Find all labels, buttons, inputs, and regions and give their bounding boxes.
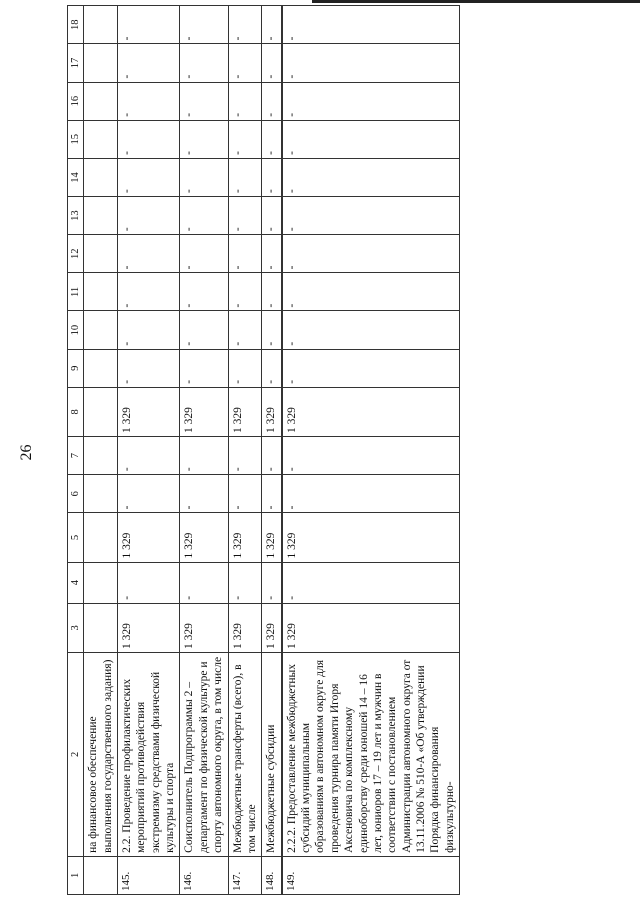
cell-value: - — [180, 437, 228, 475]
cell-value: - — [180, 349, 228, 387]
col-header: 9 — [68, 349, 84, 387]
cell-value: - — [262, 311, 282, 349]
col-header: 5 — [68, 513, 84, 562]
cell-value: - — [282, 82, 460, 120]
cell-value: - — [262, 82, 282, 120]
cell-value: - — [282, 197, 460, 235]
cell-value: - — [117, 562, 180, 603]
cell-value: - — [228, 158, 262, 196]
cell-value — [84, 197, 118, 235]
col-header: 12 — [68, 235, 84, 273]
col-header: 11 — [68, 273, 84, 311]
cell-value — [84, 513, 118, 562]
row-name: Межбюджетные субсидии — [262, 652, 282, 856]
cell-value: - — [180, 158, 228, 196]
cell-value: - — [180, 235, 228, 273]
cell-value: - — [282, 6, 460, 44]
table-row — [282, 6, 460, 895]
cell-value — [84, 562, 118, 603]
cell-value: - — [228, 273, 262, 311]
row-name: 2.2. Проведение профилактических мероприятий противодействия экстремизму средствами физической культуры и спорта — [117, 652, 180, 856]
cell-value: - — [282, 562, 460, 603]
table-row — [180, 6, 228, 895]
cell-value: - — [282, 44, 460, 82]
cell-value: - — [228, 6, 262, 44]
cell-value: 1 329 — [117, 513, 180, 562]
cell-value: 1 329 — [262, 387, 282, 436]
cell-value: - — [117, 158, 180, 196]
cell-value: - — [282, 349, 460, 387]
cell-value: - — [262, 437, 282, 475]
cell-value: - — [282, 158, 460, 196]
col-header: 15 — [68, 120, 84, 158]
cell-value — [84, 349, 118, 387]
cell-value — [84, 437, 118, 475]
cell-value: - — [180, 311, 228, 349]
cell-value: - — [282, 475, 460, 513]
col-header: 3 — [68, 603, 84, 652]
cell-value: - — [180, 562, 228, 603]
cell-value: - — [262, 158, 282, 196]
page-number: 26 — [18, 444, 35, 461]
cell-value: 1 329 — [228, 387, 262, 436]
table-row — [84, 6, 118, 895]
cell-value: - — [228, 562, 262, 603]
cell-value: - — [228, 235, 262, 273]
cell-value — [84, 82, 118, 120]
col-header: 17 — [68, 44, 84, 82]
cell-value: 1 329 — [117, 603, 180, 652]
cell-value: - — [282, 120, 460, 158]
row-name: 2.2.2. Предоставление межбюджетных субсидий муниципальным образованиям в автономном округе для проведения турнира памяти Игоря Аксеновича по комплексному единоборству среди юношей 14 – 16 лет, юниоров 17 – 19 лет и мужчин в соответствии с постановлением Администрации автономного округа от 13.11.2006 № 510-А «Об утверждении Порядка финансирования физкультурно- — [282, 652, 460, 856]
cell-value — [84, 387, 118, 436]
cell-value: 1 329 — [180, 603, 228, 652]
col-header: 10 — [68, 311, 84, 349]
cell-value: - — [262, 475, 282, 513]
cell-value: - — [180, 475, 228, 513]
cell-value: 1 329 — [282, 513, 460, 562]
col-header: 7 — [68, 437, 84, 475]
cell-value — [84, 158, 118, 196]
row-name: на финансовое обеспечение выполнения государственного задания) — [84, 652, 118, 856]
row-name: Соисполнитель Подпрограммы 2 – департамент по физической культуре и спорту автономного округа, в том числе — [180, 652, 228, 856]
row-name: Межбюджетные трансферты (всего), в том числе — [228, 652, 262, 856]
table-row — [228, 6, 262, 895]
cell-value: 1 329 — [282, 387, 460, 436]
cell-value: - — [228, 437, 262, 475]
cell-value: - — [117, 235, 180, 273]
cell-value: - — [180, 44, 228, 82]
cell-value: - — [262, 197, 282, 235]
cell-value: - — [228, 120, 262, 158]
col-header: 13 — [68, 197, 84, 235]
cell-value: - — [262, 562, 282, 603]
cell-value: - — [262, 44, 282, 82]
cell-value — [84, 6, 118, 44]
cell-value — [84, 273, 118, 311]
row-number: 145. — [117, 856, 180, 894]
cell-value — [84, 235, 118, 273]
cell-value: - — [228, 349, 262, 387]
col-header: 18 — [68, 6, 84, 44]
row-number — [84, 856, 118, 894]
row-number: 148. — [262, 856, 282, 894]
col-header: 14 — [68, 158, 84, 196]
cell-value: - — [117, 6, 180, 44]
cell-value: - — [228, 475, 262, 513]
row-number: 147. — [228, 856, 262, 894]
cell-value: 1 329 — [180, 513, 228, 562]
cell-value: - — [180, 197, 228, 235]
cell-value — [84, 603, 118, 652]
cell-value: - — [117, 475, 180, 513]
cell-value — [84, 44, 118, 82]
cell-value — [84, 475, 118, 513]
cell-value: - — [117, 82, 180, 120]
cell-value: - — [228, 197, 262, 235]
cell-value: 1 329 — [262, 603, 282, 652]
col-header: 1 — [68, 856, 84, 894]
cell-value: - — [262, 120, 282, 158]
cell-value: - — [282, 273, 460, 311]
cell-value: - — [262, 6, 282, 44]
table-row — [262, 6, 282, 895]
cell-value: - — [117, 273, 180, 311]
col-header: 4 — [68, 562, 84, 603]
column-number-row — [68, 6, 84, 895]
cell-value: - — [180, 120, 228, 158]
cell-value: - — [282, 311, 460, 349]
cell-value: 1 329 — [282, 603, 460, 652]
cell-value: - — [228, 82, 262, 120]
col-header: 2 — [68, 652, 84, 856]
cell-value: - — [262, 273, 282, 311]
col-header: 6 — [68, 475, 84, 513]
cell-value: - — [117, 44, 180, 82]
cell-value: - — [228, 44, 262, 82]
cell-value: - — [117, 437, 180, 475]
cell-value: 1 329 — [262, 513, 282, 562]
col-header: 16 — [68, 82, 84, 120]
cell-value: - — [282, 235, 460, 273]
cell-value: 1 329 — [117, 387, 180, 436]
cell-value — [84, 120, 118, 158]
cell-value: 1 329 — [228, 603, 262, 652]
cell-value: - — [180, 82, 228, 120]
cell-value: - — [180, 6, 228, 44]
cell-value: - — [117, 120, 180, 158]
row-number: 149. — [282, 856, 460, 894]
cell-value: - — [262, 349, 282, 387]
cell-value: - — [262, 235, 282, 273]
cell-value: - — [180, 273, 228, 311]
row-number: 146. — [180, 856, 228, 894]
cell-value — [84, 311, 118, 349]
cell-value: - — [117, 349, 180, 387]
table-row — [117, 6, 180, 895]
cell-value: 1 329 — [180, 387, 228, 436]
cell-value: - — [228, 311, 262, 349]
col-header: 8 — [68, 387, 84, 436]
budget-table — [67, 5, 460, 895]
cell-value: - — [117, 197, 180, 235]
cell-value: 1 329 — [228, 513, 262, 562]
cell-value: - — [282, 437, 460, 475]
cell-value: - — [117, 311, 180, 349]
